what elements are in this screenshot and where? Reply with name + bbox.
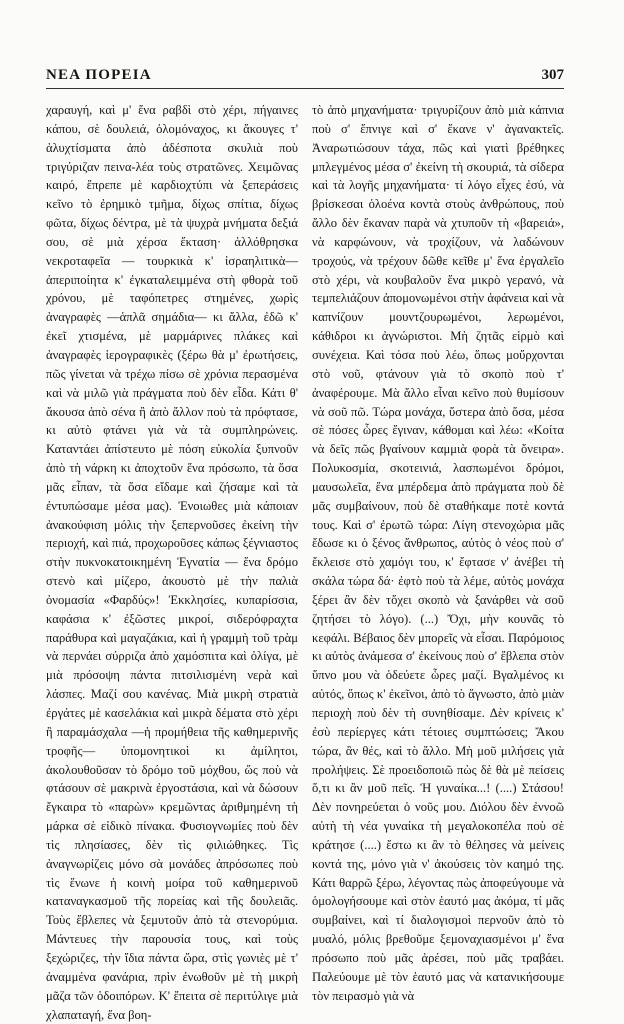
running-title: ΝΕΑ ΠΟΡΕΙΑ <box>46 67 152 83</box>
page-number: 307 <box>541 67 564 83</box>
right-column-text: τὸ ἀπὸ μηχανήματα· τριγυρίζουν ἀπὸ μιὰ κάπνια ποὺ σ' ἔπνιγε καὶ σ' ἔκανε ν' ἀγανακτεῖς. Ἀναρωτιώσουν τάχα, πῶς καὶ γιατὶ βρέθηκες μπλεγμένος μέσα σ' ἐκείνη τὴ σκουριά, τὰ σίδερα καὶ τὰ λογῆς μηχανήματα· τί λόγο εἶχες ἐσύ, νὰ βρίσκεσαι ὁλοένα κοντὰ στοὺς ἀνθρώπους, ποὺ ἄλλο δὲν ἔκαναν παρὰ νὰ χτυποῦν τὴ «βαρειά», νὰ καρφώνουν, νὰ τροχίζουν, νὰ λαδώνουν τροχούς, νὰ τρέχουν δῶθε κεῖθε μ' ἕνα ἐργαλεῖο στὸ χέρι, νὰ κουβαλοῦν ἕνα μικρὸ γερανό, νὰ τεμπελιάζουν ἀπομονωμένοι στὴν ἀφάνεια καὶ νὰ καπνίζουν μουντζουρωμένοι, λερωμένοι, κάθιδροι κι ἀγνώριστοι. Μὴ ζητᾶς εἱρμὸ καὶ συνέχεια. Καὶ τόσα ποὺ λέω, ὅπως μοὔρχονται στὸ νοῦ, φτάνουν γιὰ τὸ σκοπὸ ποὺ τ' ἀναφέρουμε. Μὰ ἄλλο εἶναι κεῖνο ποὺ θυμίσουν νὰ σοῦ πῶ. Τώρα μονάχα, ὕστερα ἀπὸ ὅσα, μέσα σὲ πόσες ὧρες ἔγιναν, κάθομαι καὶ λέω: «Κοίτα νὰ δεῖς πῶς βγαίνουν καμμιὰ φορὰ τὰ ὄνειρα». Πολυκοσμία, σκοτεινιά, λασπωμένοι δρόμοι, μαυσωλεῖα, ἕνα μπέρδεμα ἀπὸ πράγματα ποὺ δὲ μᾶς συμβαίνουν, ποὺ δὲ σταθήκαμε ποτὲ κοντά τους. Καὶ σ' ἐρωτῶ τώρα: Λίγη στενοχώρια μᾶς ἔδωσε κι ὁ ξένος ἄνθρωπος, αὐτὸς ὁ νέος ποὺ σ' ἔκλεισε στὸ χαμόγι του, κ' ἔφτασε ν' ἀνέβει τὴ σκάλα τώρα δά· ἐφτὸ ποὺ τὰ λέμε, αὐτὸς μονάχα ξέρει ἂν δὲν τὄχει σκοπὸ νὰ ξανάρθει νὰ σοῦ ζητήσει τὸ λόγο). (...) Ὄχι, μὴν κουνᾶς τὸ κεφάλι. Βέβαιος δὲν μπορεῖς νὰ εἶσαι. Παρόμοιος κι αὐτὸς ἀνάμεσα σ' ἐκείνους ποὺ σ' ἔβλεπα στὸν ὕπνο μου νὰ ὁδεύετε ὧρες μαζί. Βγαλμένος κι αὐτός, ὅπως κ' ἐκεῖνοι, ἀπὸ τὸ ἄγνωστο, ἀπὸ μιὰν περιοχὴ ποὺ δὲν τὴ συνηθίσαμε. Δὲν κρίνεις κ' ἐσὺ περίεργες κάτι τέτοιες συμπτώσεις; Ἄκου τώρα, ἂν θές, καὶ τὸ ἄλλο. Μὴ μοῦ μιλήσεις γιὰ προλήψεις. Σὲ προειδοποιῶ πὼς δὲ θὰ μὲ πείσεις ὅ,τι κι ἂν μοῦ πεῖς. Ἡ γυναίκα...! (....) Στάσου! Δὲν πονηρεύεται ὁ νοῦς μου. Διόλου δὲν ἐννοῶ αὐτὴ τὴ νέα γυναίκα τὴ μεγαλοκοπέλα ποὺ σὲ κράτησε (....) ἔστω κι ἂν τὸ θέλησες νὰ μείνεις κοντά της, μόνο γιὰ ν' ἀκούσεις τὸν καημό της. Κάτι θαρρῶ ξέρω, λέγοντας πὼς ἀποφεύγουμε νὰ ὁμολογήσουμε καὶ στὸν ἑαυτό μας ἀκόμα, τί μᾶς συμβαίνει, καὶ τί διαλογισμοὶ περνοῦν ἀπὸ τὸ μυαλό, μόλις βρεθοῦμε ξεμοναχιασμένοι μ' ἕνα πρόσωπο ποὺ μᾶς ἀρέσει, ποὺ μᾶς τραβάει. Παλεύουμε μὲ τὸν ἑαυτό μας νὰ κατανικήσουμε τὸν πειρασμὸ γιὰ νὰ <box>312 103 564 1003</box>
text-columns <box>46 101 564 1022</box>
left-column-text: χαραυγή, καὶ μ' ἕνα ραβδὶ στὸ χέρι, πήγαινες κάπου, σὲ δουλειά, ὁλομόναχος, κι ἄκουγες τ' ἀλυχτίσματα ἀπὸ ἀδέσποτα σκυλιὰ ποὺ τριγύριζαν πεινα-λέα τοὺς στρατῶνες. Χειμῶνας καιρό, ἔπρεπε μὲ καρδιοχτύπι νὰ ξεπεράσεις κεῖνο τὸ ἐρημικὸ τμῆμα, δίχως σπίτια, δίχως φῶτα, δίχως δέντρα, μὲ τὰ ψυχρὰ μνήματα δεξιά σου, σὲ μιὰ χέρσα ἔκταση· ἀλλόθρησκα νεκροταφεῖα — τουρκικὰ κ' ἰσραηλιτικὰ— ἀπεριποίητα κ' ἐγκαταλειμμένα στὴ φθορὰ τοῦ χρόνου, μὲ ταφόπετρες στημένες, χωρὶς ἀναγραφὲς —ἁπλᾶ σημάδια— κι ἄλλα, ἐδῶ κ' ἐκεῖ χτισμένα, μὲ μαρμάρινες πλάκες καὶ ἀναγραφὲς ἱερογραφικὲς (ξέρω θὰ μ' ἐρωτήσεις, πῶς γίνεται νὰ τρέχω πίσω σὲ χρόνια περασμένα καὶ νὰ μιλῶ γιὰ πράγματα ποὺ δὲν εἶδα. Κάτι θ' ἄκουσα ἀπὸ σένα ἢ ἀπὸ ἄλλον ποὺ τὰ πρόφτασε, κι αὐτὸ φτάνει γιὰ νὰ τὰ συμπληρώνεις. Καταντάει ἀπίστευτο μὲ πόση εὐκολία ξυπνοῦν ἀπὸ τὴ νάρκη κι ἀποχτοῦν ἕνα πρόσωπο, τὰ ὅσα μᾶς εἶπαν, τὰ ὅσα εἴδαμε καὶ ζήσαμε καὶ τὰ ἐντυπώσαμε μέσα μας). Ἐνοιωθες μιὰ κάποιαν ἀνακούφιση μόλις τὴν ξεπερνοῦσες ἐκείνη τὴν περιοχή, καὶ πιά, προχωροῦσες κάπως ξέγνιαστος στὴν πυκνοκατοικημένη Ἐγνατία — ἕνα δρόμο στενὸ καὶ μίζερο, ἀκουστὸ μὲ τὴν παλιὰ ὀνομασία «Φαρδύς»! Ἐκκλησίες, κυπαρίσσια, καφάσια κ' ἐξῶστες μικροί, σιδερόφραχτα παράθυρα καὶ μαγαζάκια, καὶ ἡ γραμμὴ τοῦ τρὰμ νὰ περνάει σύρριζα ἀπὸ χαμόσπιτα καὶ ὀλίγα, μὲ μιὰ πρόσοψη πάντα πιτσιλισμένη νερὰ καὶ λάσπες. Μαζί σου κανένας. Μιὰ μικρὴ στρατιὰ ἐργάτες μὲ κασελάκια καὶ μικρὰ δέματα στὸ χέρι ἢ παραμάσχαλα —ἡ προμήθεια τῆς καθημερινῆς τροφῆς— ὑπομονητικοὶ κι ἀμίλητοι, ἀκολουθοῦσαν τὸ δρόμο τοῦ μόχθου, ὥς ποὺ νὰ φτάσουν σὲ μακρινὰ ἐργοστάσια, καὶ νὰ δώσουν ἔγκαιρα τὸ «παρὼν» κρεμῶντας ἀριθμημένη τὴ μάρκα σὲ εἰδικὸ πίνακα. Φυσιογνωμίες ποὺ δὲν τὶς πλησίασες, δὲν τὶς φιλιώθηκες. Τὶς ἀναγνωρίζεις μόνο σὰ μονάδες ἀπρόσωπες ποὺ τὶς ἕνωνε ἡ κοινὴ μοίρα τοῦ καθημερινοῦ καταναγκασμοῦ τῆς πορείας καὶ τῆς δουλειᾶς. Τοὺς ἔβλεπες νὰ ξεμυτοῦν ἀπὸ τὰ στενορύμια. Μάντευες τὴν παρουσία τους, καὶ τοὺς ξεχώριζες, τὴν ἴδια πάντα ὥρα, στὶς γωνιὲς μὲ τ' ἀναμμένα φανάρια, πρὶν ἐνωθοῦν μὲ τὴ μικρὴ μᾶζα τῶν ὁδοιπόρων. Κ' ἔπειτα σὲ περιτύλιγε μιὰ χλαπαταγή, ἕνα βοη- <box>46 103 298 1022</box>
left-column <box>46 101 298 1022</box>
page-header <box>46 64 564 84</box>
header-rule <box>46 88 564 89</box>
right-column <box>312 101 564 1006</box>
